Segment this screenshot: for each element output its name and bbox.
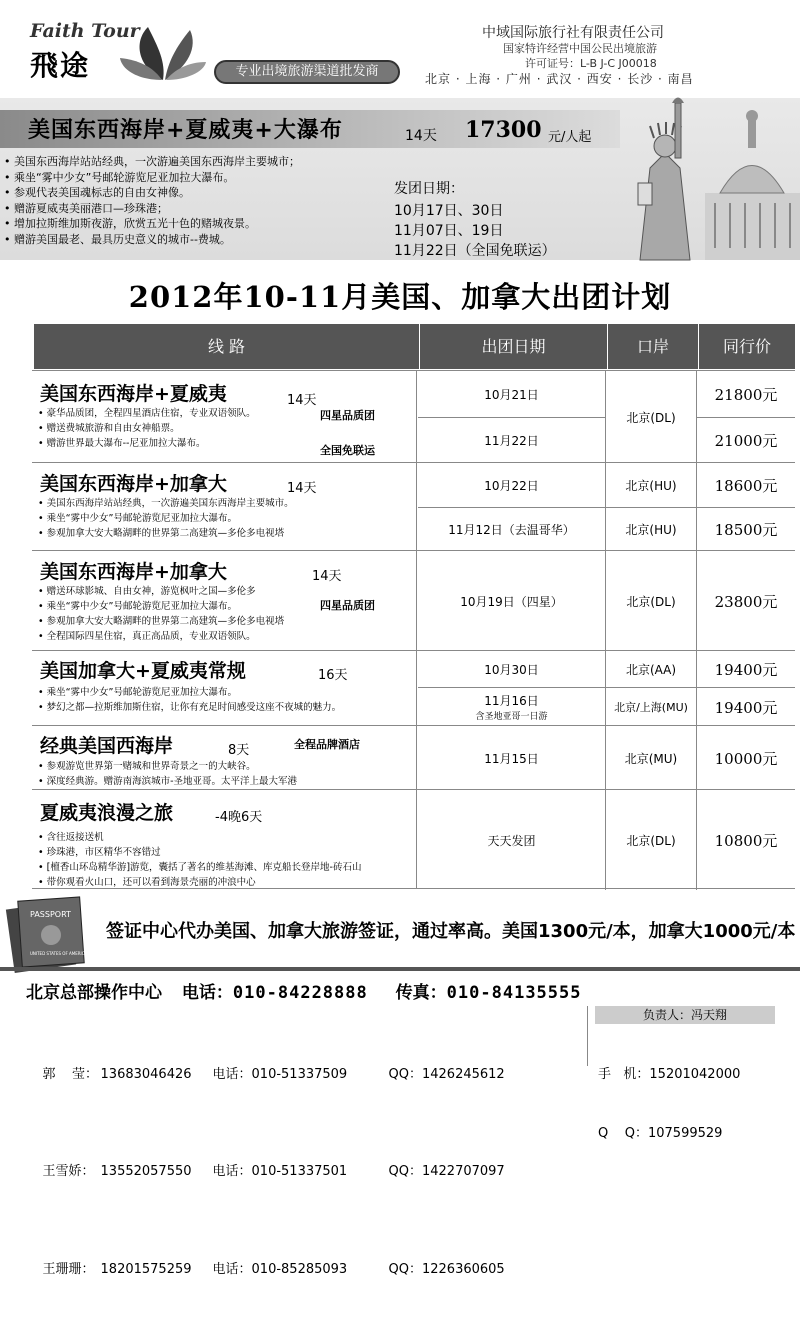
highlight-item: • 赠游美国最老、最具历史意义的城市--费城。 [4,232,231,246]
route-point: • 带你观看火山口，还可以看到海景壳丽的冲浪中心 [38,877,256,888]
hq-contact-line [26,978,582,1003]
contact-name: 郭 莹： [42,1066,99,1082]
route-point: • 豪华品质团，全程四星酒店住宿，专业双语领队。 [38,408,256,419]
manager-mobile: 手 机：15201042000 [598,1067,741,1082]
logo-chinese: 飛途 [30,49,91,82]
header-port: 口岸 [636,337,669,356]
date-cell: 11月12日（去温哥华） [418,507,605,551]
banner-highlights [4,154,394,247]
contact-mobile: 13683046426 [100,1066,192,1082]
route-point: • 乘坐“雾中少女”号邮轮游览尼亚加拉大瀑布。 [38,687,237,698]
route-days: 14天 [287,481,317,496]
contact-tel: 电话：010-51337509 [212,1066,348,1082]
route-cell [32,371,417,462]
visa-service-text: 签证中心代办美国、加拿大旅游签证，通过率高。美国1300元/本，加拿大1000元/本 [106,921,796,942]
banner-days: 14天 [405,128,437,144]
route-cell [32,463,417,550]
price-cell: 21800元 [696,371,795,417]
price-cell: 10800元 [696,790,795,890]
port-cell: 北京(HU) [605,507,696,551]
header-date: 出团日期 [481,337,546,356]
date-note: 含圣地亚哥一日游 [475,712,548,722]
date-cell: 10月22日 [484,478,539,493]
passport-country: UNITED STATES OF AMERICA [30,951,88,956]
port-cell: 北京(DL) [605,551,696,651]
fax-label: 传真： [395,983,447,1003]
slogan-badge: 专业出境旅游渠道批发商 [214,60,400,84]
route-point: • 全程国际四星住宿，真正高品质，专业双语领队。 [38,631,256,642]
departure-dates [394,201,556,261]
route-point: • 乘坐“雾中少女”号邮轮游览尼亚加拉大瀑布。 [38,513,237,524]
date-cell: 10月19日（四星） [460,594,563,609]
table-header [34,324,795,369]
route-cell [32,726,417,789]
date-cell: 天天发团 [487,833,536,848]
date-cell [418,687,605,726]
route-cell [32,551,417,650]
route-cell [32,651,417,725]
contact-row [26,1240,505,1299]
route-points [38,830,361,890]
route-points [38,685,341,715]
contact-tel: 电话：010-51337501 [212,1164,348,1179]
manager-label: 负责人：冯天翔 [595,1006,775,1024]
route-point: • 赠游世界最大瀑布--尼亚加拉大瀑布。 [38,438,206,449]
route-cell [32,790,417,888]
hq-fax: 010-84135555 [446,983,582,1003]
route-days: 16天 [318,668,348,683]
hq-tel: 010-84228888 [232,983,368,1003]
route-point: • 参观加拿大安大略湖畔的世界第二高建筑—多伦多电视塔 [38,528,285,539]
route-days: 14天 [312,569,342,584]
contact-name: 王雪娇： [42,1164,95,1179]
footer-divider [0,967,800,971]
table-row [32,725,795,789]
highlight-item: • 美国东西海岸站站经典，一次游遍美国东西海岸主要城市； [4,155,300,168]
visa-service-band [0,885,800,965]
banner-price: 17300 [465,117,542,143]
route-points [38,406,256,451]
route-tag: 全程品牌酒店 [294,738,360,751]
route-name: 经典美国西海岸 [40,735,174,757]
price-cell: 21000元 [696,417,795,463]
departure-date: 11月07日、19日 [394,223,504,239]
port-cell: 北京(HU) [605,463,696,507]
contact-name: 王珊珊： [42,1261,95,1277]
route-point: • 赠送环球影城、自由女神，游览枫叶之国—多伦多 [38,586,256,597]
departure-label: 发团日期： [394,181,464,197]
company-name: 中域国际旅行社有限责任公司 [482,25,664,41]
table-row [32,370,795,462]
highlight-item: • 参观代表美国魂标志的自由女神像。 [4,186,190,199]
passport-icon [8,895,88,973]
banner-title: 美国东西海岸+夏威夷+大瀑布 [28,118,343,143]
port-cell: 北京(AA) [605,651,696,687]
route-tag: 全国免联运 [320,444,375,457]
contact-tel: 电话：010-85285093 [212,1261,348,1277]
port-cell: 北京(MU) [605,726,696,790]
port-cell: 北京/上海(MU) [605,687,696,726]
route-name: 美国东西海岸+夏威夷 [40,383,227,405]
manager-qq: Q Q：107599529 [598,1125,723,1141]
manager-contacts [598,1026,740,1163]
table-row [32,789,795,889]
route-points [38,584,284,644]
route-point: • 美国东西海岸站站经典，一次游遍美国东西海岸主要城市。 [38,498,294,509]
staff-contacts [26,1006,505,1318]
page-headline: 2012年10-11月美国、加拿大出团计划 [128,280,672,314]
header [0,0,800,98]
contact-mobile: 18201575259 [100,1261,192,1277]
table-row [32,650,795,725]
table-row [32,550,795,650]
route-name: 美国东西海岸+加拿大 [40,473,227,495]
route-tag: 四星品质团 [320,409,375,422]
price-cell: 10000元 [696,726,795,790]
featured-tour-banner [0,98,800,260]
contact-row [26,1143,505,1202]
price-cell: 23800元 [696,551,795,651]
contact-mobile: 13552057550 [100,1164,192,1179]
company-subtitle: 国家特许经营中国公民出境旅游 [503,42,657,55]
passport-label: PASSPORT [30,910,71,919]
route-name: 美国东西海岸+加拿大 [40,561,227,583]
contact-qq: QQ：1226360605 [388,1261,505,1277]
license-number: 许可证号：L-B J-C J00018 [525,57,657,70]
route-point: • 梦幻之都—拉斯维加斯住宿，让你有充足时间感受这座不夜城的魅力。 [38,702,342,713]
route-days: 8天 [228,743,250,758]
footer-vertical-divider [587,1006,588,1066]
price-cell: 19400元 [696,651,795,687]
route-point: • 赠送费城旅游和自由女神船票。 [38,423,180,434]
route-days: -4晚6天 [215,810,263,825]
route-days: 14天 [287,393,317,408]
banner-price-unit: 元/人起 [548,130,592,145]
price-cell: 18600元 [696,463,795,507]
route-name: 美国加拿大+夏威夷常规 [40,660,246,682]
statue-of-liberty-capitol-image [610,98,800,260]
contact-row [26,1045,505,1104]
route-tag: 四星品质团 [320,599,375,612]
route-point: • [檀香山环岛精华游]游览，囊括了著名的维基海滩、库克船长登岸地-砖石山 [38,862,362,873]
port-cell: 北京(DL) [605,371,696,463]
date-cell: 10月21日 [484,387,539,402]
route-name: 夏威夷浪漫之旅 [40,802,174,824]
date-text: 11月16日 [484,694,539,708]
departure-date: 10月17日、30日 [394,203,504,219]
header-route: 线 路 [207,337,246,356]
route-point: • 参观游览世界第一赌城和世界奇景之一的大峡谷。 [38,761,256,772]
highlight-item: • 赠游夏威夷美丽港口—珍珠港； [4,201,168,215]
route-point: • 参观加拿大安大略湖畔的世界第二高建筑—多伦多电视塔 [38,616,285,627]
date-cell: 10月30日 [484,662,539,677]
tel-label: 电话： [181,983,233,1003]
table-row [32,462,795,550]
date-cell: 11月15日 [484,751,539,766]
price-cell: 19400元 [696,687,795,726]
departure-date: 11月22日（全国免联运） [394,243,556,259]
leaf-logo-icon [118,22,208,82]
date-cell: 11月22日 [418,417,605,463]
contact-qq: QQ：1422707097 [388,1164,505,1179]
route-point: • 乘坐“雾中少女”号邮轮游览尼亚加拉大瀑布。 [38,601,237,612]
highlight-item: • 增加拉斯维加斯夜游，欣赏五光十色的赌城夜景。 [4,217,256,230]
logo-english: Faith Tour [30,20,140,42]
highlight-item: • 乘坐“雾中少女”号邮轮游览尼亚加拉大瀑布。 [4,170,235,184]
route-points [38,759,297,789]
header-price: 同行价 [722,337,771,356]
route-points [38,496,294,541]
hq-label: 北京总部操作中心 [26,983,162,1003]
price-cell: 18500元 [696,507,795,551]
branch-cities: 北京 · 上海 · 广州 · 武汉 · 西安 · 长沙 · 南昌 [425,72,694,86]
route-point: • 含往返接送机 [38,832,104,843]
route-point: • 深度经典游。赠游南海滨城市-圣地亚哥。太平洋上最大军港 [38,776,298,787]
route-point: • 珍珠港，市区精华不容错过 [38,847,161,858]
port-cell: 北京(DL) [605,790,696,890]
contact-qq: QQ：1426245612 [388,1066,505,1082]
